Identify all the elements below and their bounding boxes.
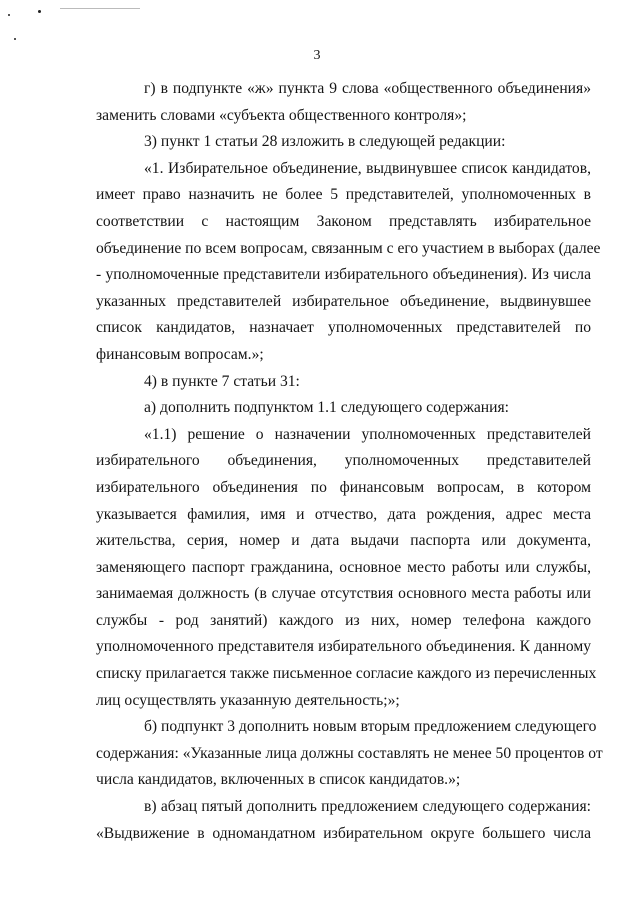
text-line: «Выдвижение в одномандатном избирательном округе большего числа	[96, 824, 591, 842]
text-line: заменяющего паспорт гражданина, основное место работы или службы,	[96, 558, 591, 576]
scan-artifact-left-margin	[14, 38, 16, 40]
text-line: списку прилагается также письменное согласие каждого из перечисленных	[96, 665, 597, 683]
text-line: заменить словами «субъекта общественного контроля»;	[96, 106, 467, 124]
text-line: финансовым вопросам.»;	[96, 345, 264, 363]
scan-artifact-top-line	[60, 8, 140, 9]
text-line: список кандидатов, назначает уполномоченных представителей по	[96, 319, 591, 337]
text-line: «1.1) решение о назначении уполномоченных представителей	[144, 425, 591, 443]
text-line: 3) пункт 1 статьи 28 изложить в следующей редакции:	[144, 133, 506, 151]
text-line: жительства, серия, номер и дата выдачи паспорта или документа,	[96, 532, 591, 550]
text-line: имеет право назначить не более 5 представителей, уполномоченных в	[96, 186, 591, 204]
text-line: г) в подпункте «ж» пункта 9 слова «общественного объединения»	[144, 80, 591, 97]
text-line: уполномоченного представителя избирательного объединения. К данному	[96, 638, 591, 656]
text-line: числа кандидатов, включенных в список кандидатов.»;	[96, 771, 461, 789]
scan-artifact-top-left	[8, 14, 10, 16]
text-line: избирательного объединения, уполномоченных представителей	[96, 452, 591, 470]
text-line: содержания: «Указанные лица должны составлять не менее 50 процентов от	[96, 744, 603, 762]
text-line: а) дополнить подпунктом 1.1 следующего содержания:	[144, 399, 509, 417]
text-line: избирательного объединения по финансовым вопросам, в котором	[96, 478, 591, 496]
text-line: занимаемая должность (в случае отсутствия основного места работы или	[96, 585, 591, 603]
text-line: б) подпункт 3 дополнить новым вторым предложением следующего	[144, 718, 597, 736]
text-line: соответствии с настоящим Законом представлять избирательное	[96, 212, 591, 230]
page-number: 3	[313, 48, 321, 63]
text-line: указанных представителей избирательное объединение, выдвинувшее	[96, 292, 591, 310]
text-line: - уполномоченные представители избирательного объединения). Из числа	[96, 266, 591, 284]
text-line: указывается фамилия, имя и отчество, дата рождения, адрес места	[96, 505, 591, 523]
scan-artifact-top-dash	[38, 10, 41, 13]
text-line: 4) в пункте 7 статьи 31:	[144, 372, 300, 390]
document-body	[96, 76, 603, 847]
text-line: объединение по всем вопросам, связанным с его участием в выборах (далее	[96, 239, 601, 257]
text-line: в) абзац пятый дополнить предложением следующего содержания:	[144, 798, 591, 816]
text-line: лиц осуществлять указанную деятельность;»;	[96, 691, 400, 709]
text-line: «1. Избирательное объединение, выдвинувшее список кандидатов,	[144, 159, 591, 177]
text-line: службы - род занятий) каждого из них, номер телефона каждого	[96, 611, 591, 629]
